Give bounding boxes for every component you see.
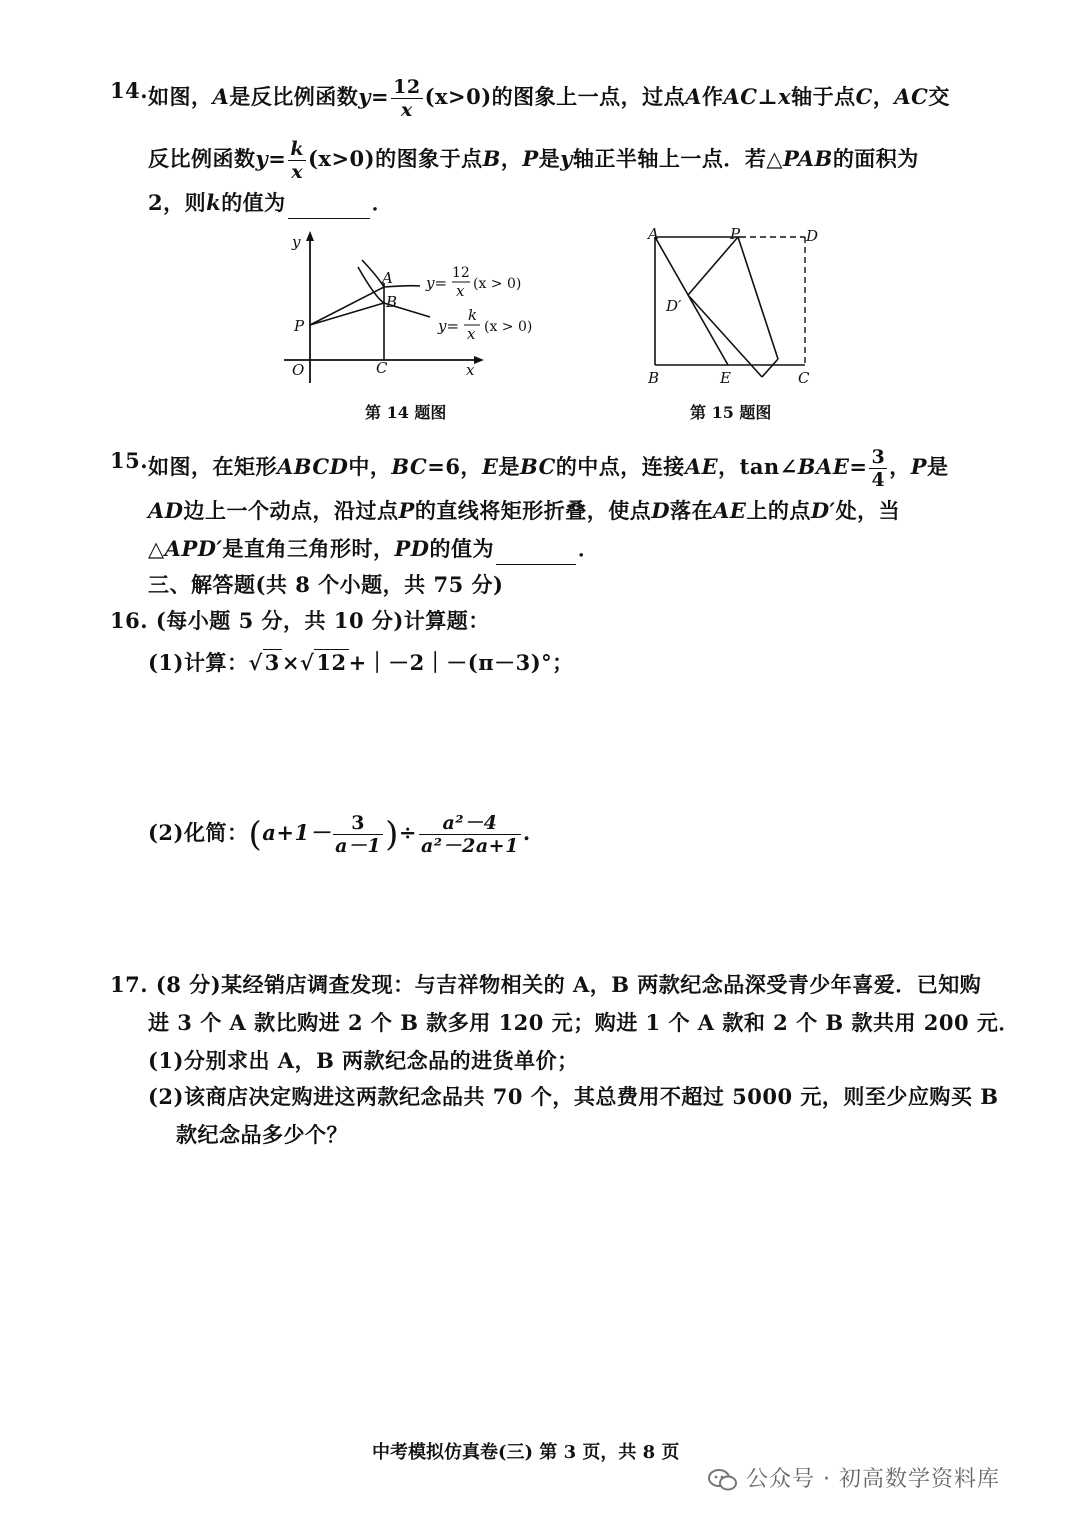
- figure-15: [640, 225, 830, 390]
- section-3-heading: 三、解答题(共 8 个小题，共 75 分): [148, 572, 504, 597]
- q14-line3: 2，则k的值为 ．: [148, 188, 393, 219]
- y-axis-arrow: [306, 231, 314, 241]
- answer-blank[interactable]: [496, 534, 576, 565]
- fraction-a2-minus-4: $\frac{\text{a²－4}}{\text{a²－2a+1}}$: [421, 812, 519, 857]
- label-O: O: [292, 361, 305, 379]
- q17-part1: (1)分别求出 A，B 两款纪念品的进货单价；: [148, 1048, 579, 1073]
- q14-line2: 反比例函数y= $\frac{k}{x}$ (x>0)的图象于点B，P是y轴正半轴上一点．若△PAB的面积为: [148, 138, 919, 183]
- label-C: C: [376, 359, 388, 377]
- q17-line1: 17. (8 分)某经销店调查发现：与吉祥物相关的 A，B 两款纪念品深受青少年喜爱．已知购: [110, 972, 982, 997]
- q15-number: 15.: [110, 448, 149, 473]
- wechat-icon: [708, 1468, 738, 1492]
- label-B: B: [648, 369, 660, 387]
- fraction-12-over-x: $\frac{12}{x}$: [393, 76, 421, 121]
- answer-blank[interactable]: [288, 188, 370, 219]
- label-D: D: [806, 227, 819, 245]
- q14-number: 14.: [110, 78, 149, 103]
- label-P: P: [294, 317, 305, 335]
- label-x: x: [466, 361, 475, 379]
- label-A: A: [382, 269, 393, 287]
- fig14-caption: 第 14 题图: [365, 403, 447, 422]
- q16-title: 16. (每小题 5 分，共 10 分)计算题：: [110, 608, 490, 633]
- q17-part2: (2)该商店决定购进这两款纪念品共 70 个，其总费用不超过 5000 元，则至少应购买 B: [148, 1084, 999, 1109]
- q17-line2: 进 3 个 A 款比购进 2 个 B 款多用 120 元；购进 1 个 A 款和 2 个 B 款共用 200 元．: [148, 1010, 1020, 1035]
- curve2-label: y=: [438, 317, 460, 335]
- folded-corner: [762, 359, 778, 377]
- curve2-domain: (x > 0): [484, 319, 533, 335]
- curve1-den: x: [456, 282, 465, 300]
- fig15-caption: 第 15 题图: [690, 403, 772, 422]
- watermark: [708, 1462, 1000, 1493]
- label-E: E: [720, 369, 731, 387]
- x-axis-arrow: [474, 356, 484, 364]
- fraction-3-over-a-minus-1: $\frac{3}{a-1}$: [335, 812, 382, 857]
- figure-14: [270, 225, 560, 395]
- label-A: A: [648, 225, 659, 243]
- curve1-label: y=: [426, 274, 448, 292]
- label-P: P: [730, 225, 741, 243]
- q16-part1: (1)计算：√3×√12+｜－2｜－(π－3)°；: [148, 650, 574, 675]
- q15-line3: △APD′是直角三角形时，PD的值为 ．: [148, 534, 600, 565]
- fold-line: [738, 237, 778, 359]
- segment-PD-prime: [688, 237, 738, 295]
- curve2-num: k: [468, 306, 478, 324]
- fraction-3-over-4: $\frac{3}{4}$: [871, 446, 886, 491]
- label-D-prime: D′: [666, 297, 682, 315]
- label-B: B: [386, 293, 398, 311]
- page-footer: 中考模拟仿真卷(三) 第 3 页，共 8 页: [372, 1442, 680, 1463]
- label-y: y: [292, 233, 301, 251]
- q16-part2: (2)化简：(a+1－ $\frac{3}{a-1}$ )÷ $\frac{\text{a²－4}}{\text{a²－2a+1}}$ .: [148, 812, 531, 857]
- curve1-num: 12: [452, 265, 470, 281]
- curve2-den: x: [467, 325, 476, 343]
- watermark-text: 公众号 · 初高数学资料库: [746, 1467, 1000, 1492]
- q15-line1: 如图，在矩形ABCD中，BC=6，E是BC的中点，连接AE，tan∠BAE= $\frac{3}{4}$ ，P是: [148, 446, 949, 491]
- q15-line2: AD边上一个动点，沿过点P的直线将矩形折叠，使点D落在AE上的点D′处，当: [148, 498, 901, 523]
- q14-line1: 如图，A是反比例函数y= $\frac{12}{x}$ (x>0)的图象上一点，过点A作AC⊥x轴于点C，AC交: [148, 76, 950, 121]
- label-C: C: [798, 369, 810, 387]
- q17-part2-cont: 款纪念品多少个？: [176, 1122, 348, 1147]
- fraction-k-over-x: $\frac{k}{x}$: [290, 138, 304, 183]
- curve1-domain: (x > 0): [473, 276, 522, 292]
